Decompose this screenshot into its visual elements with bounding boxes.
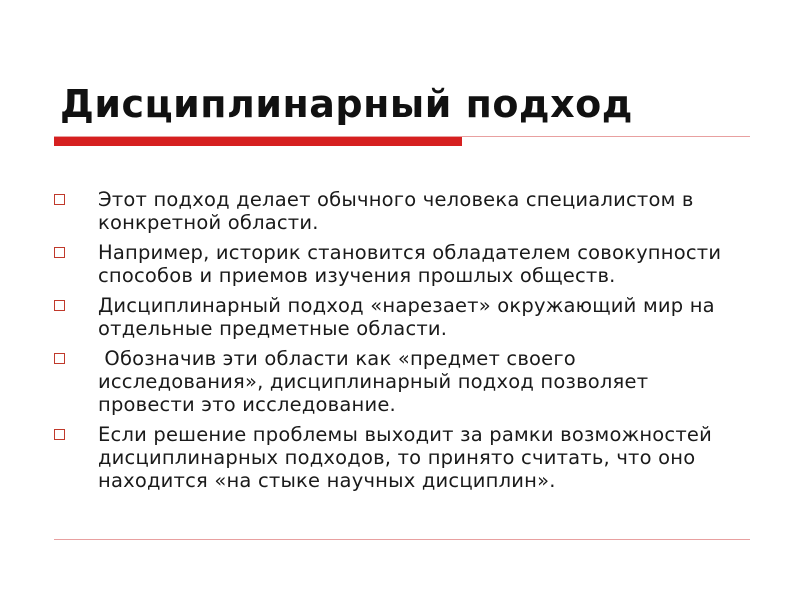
hollow-square-bullet-icon bbox=[54, 353, 65, 364]
footer-rule bbox=[54, 539, 750, 540]
slide-title: Дисциплинарный подход bbox=[60, 82, 633, 126]
bullet-text: Например, историк становится обладателем совокупности способов и приемов изучения прошлых обществ. bbox=[98, 241, 722, 287]
bullet-text: Если решение проблемы выходит за рамки возможностей дисциплинарных подходов, то принято считать, что оно находится «на стыке научных дисциплин». bbox=[98, 423, 712, 492]
hollow-square-bullet-icon bbox=[54, 300, 65, 311]
title-underline-accent bbox=[54, 137, 462, 146]
hollow-square-bullet-icon bbox=[54, 194, 65, 205]
bullet-item bbox=[50, 241, 740, 287]
hollow-square-bullet-icon bbox=[54, 429, 65, 440]
bullet-text: Дисциплинарный подход «нарезает» окружающий мир на отдельные предметные области. bbox=[98, 294, 715, 340]
bullet-text: Этот подход делает обычного человека специалистом в конкретной области. bbox=[98, 188, 694, 234]
hollow-square-bullet-icon bbox=[54, 247, 65, 258]
bullet-item bbox=[50, 423, 740, 492]
bullet-text: Обозначив эти области как «предмет своего исследования», дисциплинарный подход позволяет провести это исследование. bbox=[98, 347, 655, 416]
bullet-item bbox=[50, 294, 740, 340]
bullet-list bbox=[50, 188, 740, 499]
bullet-item bbox=[50, 188, 740, 234]
bullet-item bbox=[50, 347, 740, 416]
